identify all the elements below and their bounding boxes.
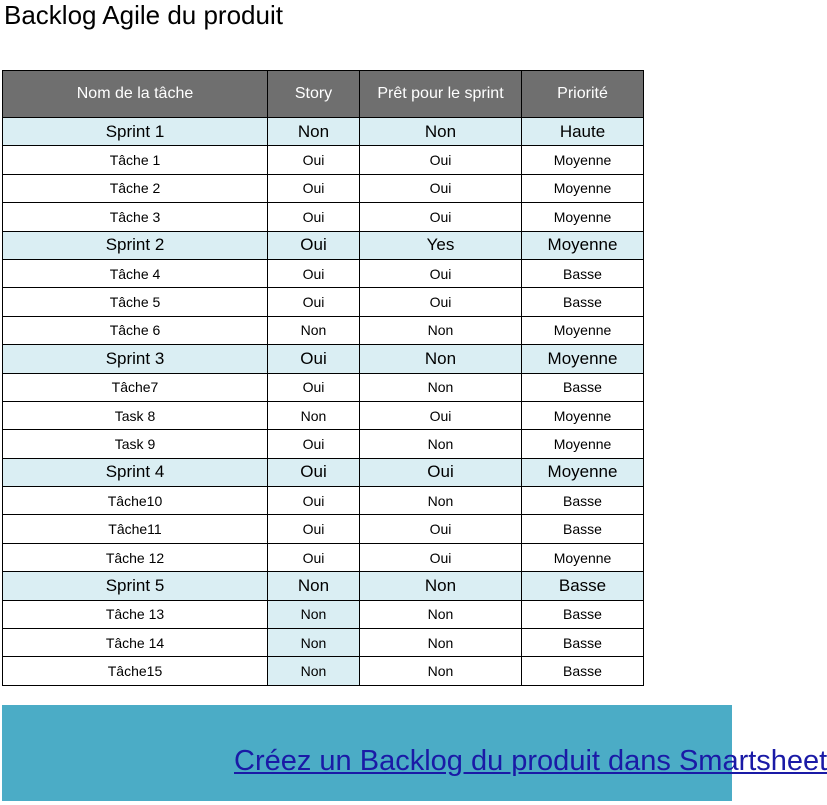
- priority-cell[interactable]: Moyenne: [522, 203, 644, 231]
- sprint-row: [3, 118, 644, 146]
- ready-cell[interactable]: Non: [360, 657, 522, 685]
- task-name-cell[interactable]: Tâche 1: [3, 146, 268, 174]
- sprint-row: [3, 572, 644, 600]
- priority-cell[interactable]: Moyenne: [522, 146, 644, 174]
- story-cell[interactable]: Non: [268, 572, 360, 600]
- priority-cell[interactable]: Moyenne: [522, 458, 644, 486]
- task-name-cell[interactable]: Sprint 3: [3, 345, 268, 373]
- backlog-table: [2, 70, 644, 686]
- ready-cell[interactable]: Oui: [360, 259, 522, 287]
- task-name-cell[interactable]: Tâche 13: [3, 600, 268, 628]
- ready-cell[interactable]: Non: [360, 118, 522, 146]
- story-cell[interactable]: Non: [268, 316, 360, 344]
- sprint-row: [3, 231, 644, 259]
- task-name-cell[interactable]: Sprint 1: [3, 118, 268, 146]
- promo-banner: [2, 705, 827, 801]
- page-title: Backlog Agile du produit: [4, 0, 283, 30]
- table-row: [3, 146, 644, 174]
- task-name-cell[interactable]: Tâche 3: [3, 203, 268, 231]
- ready-cell[interactable]: Non: [360, 373, 522, 401]
- priority-cell[interactable]: Haute: [522, 118, 644, 146]
- ready-cell[interactable]: Oui: [360, 174, 522, 202]
- story-cell[interactable]: Non: [268, 401, 360, 429]
- task-name-cell[interactable]: Task 9: [3, 430, 268, 458]
- table-row: [3, 430, 644, 458]
- priority-cell[interactable]: Basse: [522, 657, 644, 685]
- task-name-cell[interactable]: Sprint 4: [3, 458, 268, 486]
- table-row: [3, 600, 644, 628]
- priority-cell[interactable]: Moyenne: [522, 430, 644, 458]
- ready-cell[interactable]: Non: [360, 572, 522, 600]
- ready-cell[interactable]: Yes: [360, 231, 522, 259]
- story-cell[interactable]: Non: [268, 657, 360, 685]
- table-row: [3, 288, 644, 316]
- priority-cell[interactable]: Moyenne: [522, 401, 644, 429]
- story-cell[interactable]: Oui: [268, 430, 360, 458]
- sprint-row: [3, 345, 644, 373]
- task-name-cell[interactable]: Tâche 4: [3, 259, 268, 287]
- story-cell[interactable]: Oui: [268, 146, 360, 174]
- task-name-cell[interactable]: Tâche15: [3, 657, 268, 685]
- priority-cell[interactable]: Moyenne: [522, 231, 644, 259]
- story-cell[interactable]: Oui: [268, 288, 360, 316]
- ready-cell[interactable]: Non: [360, 345, 522, 373]
- header-task-name: Nom de la tâche: [3, 71, 268, 118]
- ready-cell[interactable]: Oui: [360, 288, 522, 316]
- story-cell[interactable]: Non: [268, 118, 360, 146]
- priority-cell[interactable]: Moyenne: [522, 316, 644, 344]
- ready-cell[interactable]: Non: [360, 629, 522, 657]
- priority-cell[interactable]: Basse: [522, 600, 644, 628]
- ready-cell[interactable]: Oui: [360, 401, 522, 429]
- ready-cell[interactable]: Non: [360, 430, 522, 458]
- priority-cell[interactable]: Basse: [522, 288, 644, 316]
- sprint-row: [3, 458, 644, 486]
- table-row: [3, 203, 644, 231]
- ready-cell[interactable]: Non: [360, 316, 522, 344]
- priority-cell[interactable]: Moyenne: [522, 543, 644, 571]
- ready-cell[interactable]: Oui: [360, 458, 522, 486]
- table-body: [3, 118, 644, 686]
- smartsheet-link[interactable]: Créez un Backlog du produit dans Smartsheet: [234, 745, 827, 777]
- table-row: [3, 373, 644, 401]
- table-row: [3, 515, 644, 543]
- ready-cell[interactable]: Non: [360, 600, 522, 628]
- priority-cell[interactable]: Basse: [522, 487, 644, 515]
- story-cell[interactable]: Oui: [268, 174, 360, 202]
- story-cell[interactable]: Oui: [268, 231, 360, 259]
- table-row: [3, 629, 644, 657]
- table-row: [3, 543, 644, 571]
- ready-cell[interactable]: Oui: [360, 543, 522, 571]
- table-row: [3, 316, 644, 344]
- task-name-cell[interactable]: Tâche 14: [3, 629, 268, 657]
- priority-cell[interactable]: Basse: [522, 259, 644, 287]
- ready-cell[interactable]: Oui: [360, 146, 522, 174]
- priority-cell[interactable]: Basse: [522, 373, 644, 401]
- story-cell[interactable]: Oui: [268, 515, 360, 543]
- task-name-cell[interactable]: Sprint 2: [3, 231, 268, 259]
- ready-cell[interactable]: Oui: [360, 515, 522, 543]
- ready-cell[interactable]: Oui: [360, 203, 522, 231]
- task-name-cell[interactable]: Tâche11: [3, 515, 268, 543]
- table-header-row: [3, 71, 644, 118]
- header-story: Story: [268, 71, 360, 118]
- task-name-cell[interactable]: Tâche 6: [3, 316, 268, 344]
- priority-cell[interactable]: Basse: [522, 515, 644, 543]
- story-cell[interactable]: Oui: [268, 259, 360, 287]
- table-row: [3, 259, 644, 287]
- story-cell[interactable]: Oui: [268, 458, 360, 486]
- story-cell[interactable]: Oui: [268, 203, 360, 231]
- priority-cell[interactable]: Moyenne: [522, 174, 644, 202]
- priority-cell[interactable]: Basse: [522, 572, 644, 600]
- table-row: [3, 174, 644, 202]
- header-priority: Priorité: [522, 71, 644, 118]
- story-cell[interactable]: Non: [268, 600, 360, 628]
- story-cell[interactable]: Non: [268, 629, 360, 657]
- priority-cell[interactable]: Moyenne: [522, 345, 644, 373]
- task-name-cell[interactable]: Tâche 12: [3, 543, 268, 571]
- table-row: [3, 487, 644, 515]
- header-ready-for-sprint: Prêt pour le sprint: [360, 71, 522, 118]
- story-cell[interactable]: Oui: [268, 543, 360, 571]
- story-cell[interactable]: Oui: [268, 373, 360, 401]
- task-name-cell[interactable]: Tâche10: [3, 487, 268, 515]
- task-name-cell[interactable]: Sprint 5: [3, 572, 268, 600]
- task-name-cell[interactable]: Task 8: [3, 401, 268, 429]
- task-name-cell[interactable]: Tâche 5: [3, 288, 268, 316]
- story-cell[interactable]: Oui: [268, 345, 360, 373]
- task-name-cell[interactable]: Tâche 2: [3, 174, 268, 202]
- ready-cell[interactable]: Non: [360, 487, 522, 515]
- table-row: [3, 401, 644, 429]
- priority-cell[interactable]: Basse: [522, 629, 644, 657]
- table-row: [3, 657, 644, 685]
- task-name-cell[interactable]: Tâche7: [3, 373, 268, 401]
- story-cell[interactable]: Oui: [268, 487, 360, 515]
